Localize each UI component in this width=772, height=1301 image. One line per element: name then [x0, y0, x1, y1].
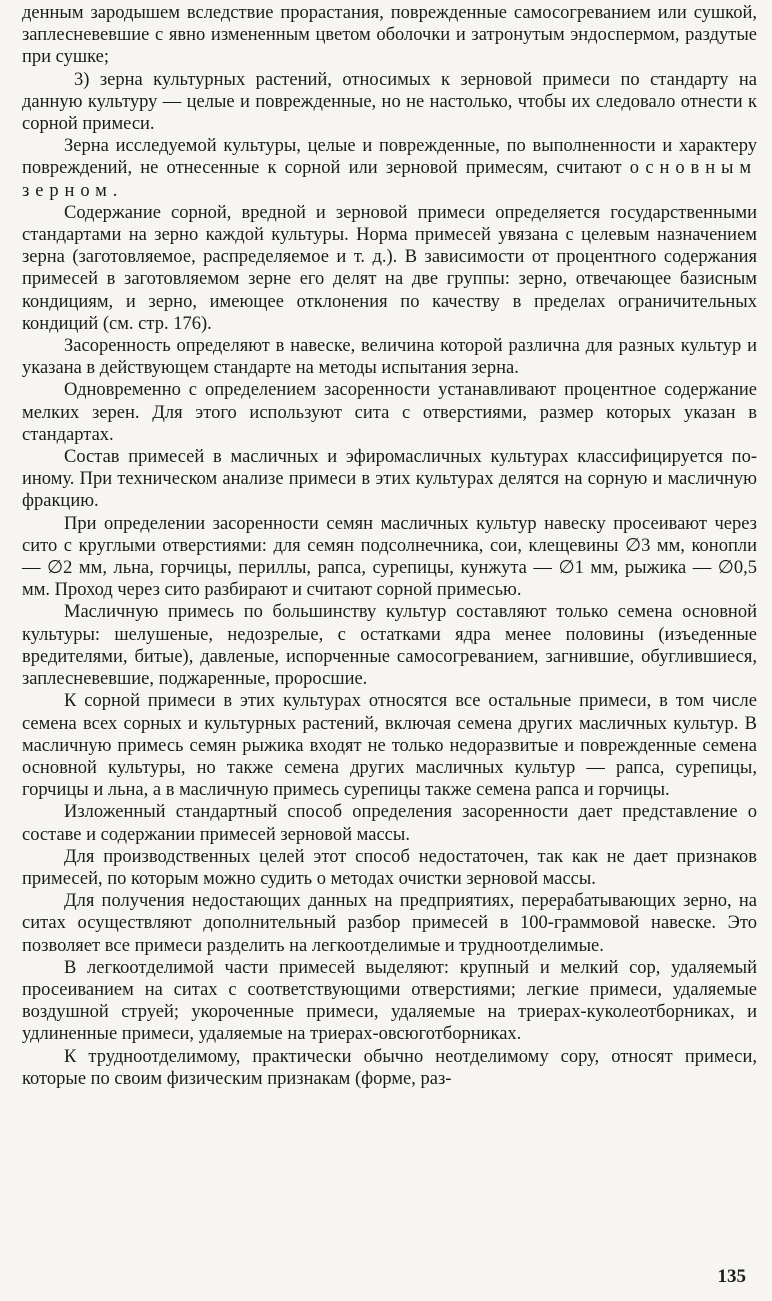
list-item-3: 3) зерна культурных растений, относимых к зерновой примеси по стандарту на данную культуру — целые и поврежденные, но не настолько, чтобы их следовало отнести к сорной примеси.	[22, 69, 757, 135]
paragraph-standard-method: Изложенный стандартный способ определения засоренности дает представление о составе и содержании примесей зерновой массы.	[22, 802, 757, 845]
paragraph-small-grains: Одновременно с определением засоренности устанавливают процентное содержание мелких зерен. Для этого используют сита с отверстиями, размер которых указан в стандартах.	[22, 380, 757, 445]
paragraph-continuation: денным зародышем вследствие прорастания, поврежденные самосогреванием или сушкой, заплесневевшие с явно измененным цветом оболочки и затронутым эндоспермом, раздутые при сушке;	[22, 3, 757, 68]
page-text-body	[22, 2, 757, 1090]
paragraph-standards: Содержание сорной, вредной и зерновой примеси определяется государственными стандартами на зерно каждой культуры. Норма примесей увязана с целевым назначением зерна (заготовляемое, распределяемое и т. д.). В зависимости от процентного содержания примесей в заготовляемом зерне его делят на две группы: зерно, отвечающее базисным кондициям, и зерно, имеющее отклонения по качеству в пределах ограничительных кондиций (см. стр. 176).	[22, 202, 757, 334]
paragraph-oilseed-classification: Состав примесей в масличных и эфиромасличных культурах классифицируется по-иному. При техническом анализе примеси в этих культурах делятся на сорную и масличную фракцию.	[22, 447, 757, 512]
paragraph-sieve-sizes: При определении засоренности семян масличных культур навеску просеивают через сито с круглыми отверстиями: для семян подсолнечника, сои, клещевины ∅3 мм, конопли — ∅2 мм, льна, горчицы, периллы, рапса, сурепицы, кунжута — ∅1 мм, рыжика — ∅0,5 мм. Проход через сито разбирают и считают сорной примесью.	[22, 513, 757, 601]
page-number: 135	[717, 1266, 746, 1287]
paragraph-main-grain-text: Зерна исследуемой культуры, целые и поврежденные, по выполненности и характеру повреждений, не отнесенные к сорной или зерновой примесям, считают	[22, 136, 757, 179]
paragraph-easily-separable: В легкоотделимой части примесей выделяют: крупный и мелкий сор, удаляемый просеиванием на ситах с соответствующими отверстиями; легкие примеси, удаляемые воздушной струей; укороченные примеси, удаляемые на триерах-куколеотборниках, и удлиненные примеси, удаляемые на триерах-овсюготборниках.	[22, 957, 757, 1045]
paragraph-main-grain-end: .	[112, 180, 118, 201]
term-main-grain: основным зерном	[22, 158, 757, 201]
paragraph-sample-size: Засоренность определяют в навеске, величина которой различна для разных культур и указана в действующем стандарте на методы испытания зерна.	[22, 336, 757, 379]
paragraph-production-needs: Для производственных целей этот способ недостаточен, так как не дает признаков примесей, по которым можно судить о методах очистки зерновой массы.	[22, 846, 757, 889]
paragraph-oil-impurity: Масличную примесь по большинству культур составляют только семена основной культуры: шелушеные, недозрелые, с остатками ядра менее половины (изъеденные вредителями, битые), давленые, испорченные самосогреванием, загнившие, обуглившиеся, заплесневевшие, поджаренные, проросшие.	[22, 602, 757, 690]
paragraph-hard-separable: К трудноотделимому, практически обычно неотделимому сору, относят примеси, которые по своим физическим признакам (форме, раз-	[22, 1046, 757, 1089]
paragraph-additional-analysis: Для получения недостающих данных на предприятиях, перерабатывающих зерно, на ситах осуществляют дополнительный разбор примесей в 100-граммовой навеске. Это позволяет все примеси разделить на легкоотделимые и трудноотделимые.	[22, 891, 757, 956]
paragraph-weed-impurity: К сорной примеси в этих культурах относятся все остальные примеси, в том числе семена всех сорных и культурных растений, включая семена других масличных культур. В масличную примесь семян рыжика входят не только недоразвитые и поврежденные семена основной культуры, но также семена других масличных культур — рапса, сурепицы, горчицы и льна, а в масличную примесь сурепицы также семена рапса и горчицы.	[22, 691, 757, 801]
paragraph-main-grain	[22, 135, 757, 202]
